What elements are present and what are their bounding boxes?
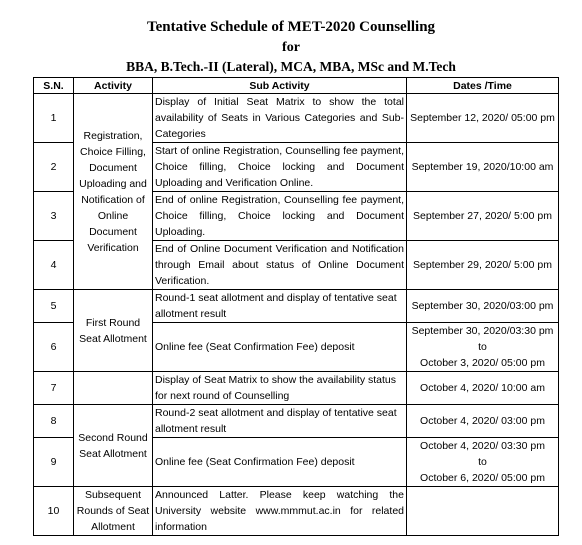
column-header-activity: Activity [74,78,153,94]
row-date: September 29, 2020/ 5:00 pm [407,241,559,290]
row-sn: 10 [34,487,74,536]
table-row [34,405,559,438]
activity-subsequent-rounds: Subsequent Rounds of Seat Allotment [74,487,153,536]
row-sn: 6 [34,323,74,372]
activity-first-round: First Round Seat Allotment [74,290,153,372]
row-date: September 19, 2020/10:00 am [407,143,559,192]
row-sub-activity: Announced Latter. Please keep watching the University website www.mmmut.ac.in for related information [153,487,407,536]
row-sn: 9 [34,438,74,487]
column-header-sn: S.N. [34,78,74,94]
row-date: October 4, 2020/ 03:00 pm [407,405,559,438]
row-date-range [407,438,559,487]
row-sub-activity: Round-1 seat allotment and display of tentative seat allotment result [153,290,407,323]
row-sn: 2 [34,143,74,192]
row-date [407,487,559,536]
schedule-table [33,77,559,536]
activity-second-round: Second Round Seat Allotment [74,405,153,487]
row-sub-activity: Display of Initial Seat Matrix to show the total availability of Seats in Various Categories and Sub-Categories [153,94,407,143]
row-sn: 8 [34,405,74,438]
title-for-line: for [282,40,300,55]
table-row [34,372,559,405]
table-row [34,94,559,143]
row-date: September 30, 2020/03:00 pm [407,290,559,323]
row-sub-activity: Round-2 seat allotment and display of tentative seat allotment result [153,405,407,438]
date-range-to: to [478,456,487,468]
row-sub-activity: End of online Registration, Counselling fee payment, Choice filling, Choice locking and Document Uploading. [153,192,407,241]
programs-subtitle: BBA, B.Tech.-II (Lateral), MCA, MBA, MSc and M.Tech [126,59,456,74]
row-date-range [407,323,559,372]
table-header-row [34,78,559,94]
column-header-dates-time: Dates /Time [407,78,559,94]
table-row [34,487,559,536]
row-date: September 12, 2020/ 05:00 pm [407,94,559,143]
row-sub-activity: Online fee (Seat Confirmation Fee) deposit [153,323,407,372]
date-range-start: September 30, 2020/03:30 pm [411,325,554,337]
date-range-end: October 3, 2020/ 05:00 pm [420,357,545,369]
column-header-sub-activity: Sub Activity [153,78,407,94]
date-range-start: October 4, 2020/ 03:30 pm [420,440,545,452]
row-date: October 4, 2020/ 10:00 am [407,372,559,405]
date-range-end: October 6, 2020/ 05:00 pm [420,472,545,484]
row-sn: 5 [34,290,74,323]
row-sn: 1 [34,94,74,143]
row-sub-activity: Start of online Registration, Counselling fee payment, Choice filling, Choice locking and Document Uploading and Verification Online. [153,143,407,192]
row-sn: 4 [34,241,74,290]
date-range-to: to [478,341,487,353]
row-sub-activity: Online fee (Seat Confirmation Fee) deposit [153,438,407,487]
table-row [34,290,559,323]
row-sn: 3 [34,192,74,241]
activity-registration: Registration, Choice Filling, Document Uploading and Notification of Online Document Verification [74,94,153,290]
row-sn: 7 [34,372,74,405]
row-date: September 27, 2020/ 5:00 pm [407,192,559,241]
activity-empty [74,372,153,405]
page-title: Tentative Schedule of MET-2020 Counselling [146,19,436,35]
row-sub-activity: End of Online Document Verification and Notification through Email about status of Online Document Verification. [153,241,407,290]
row-sub-activity: Display of Seat Matrix to show the availability status for next round of Counselling [153,372,407,405]
